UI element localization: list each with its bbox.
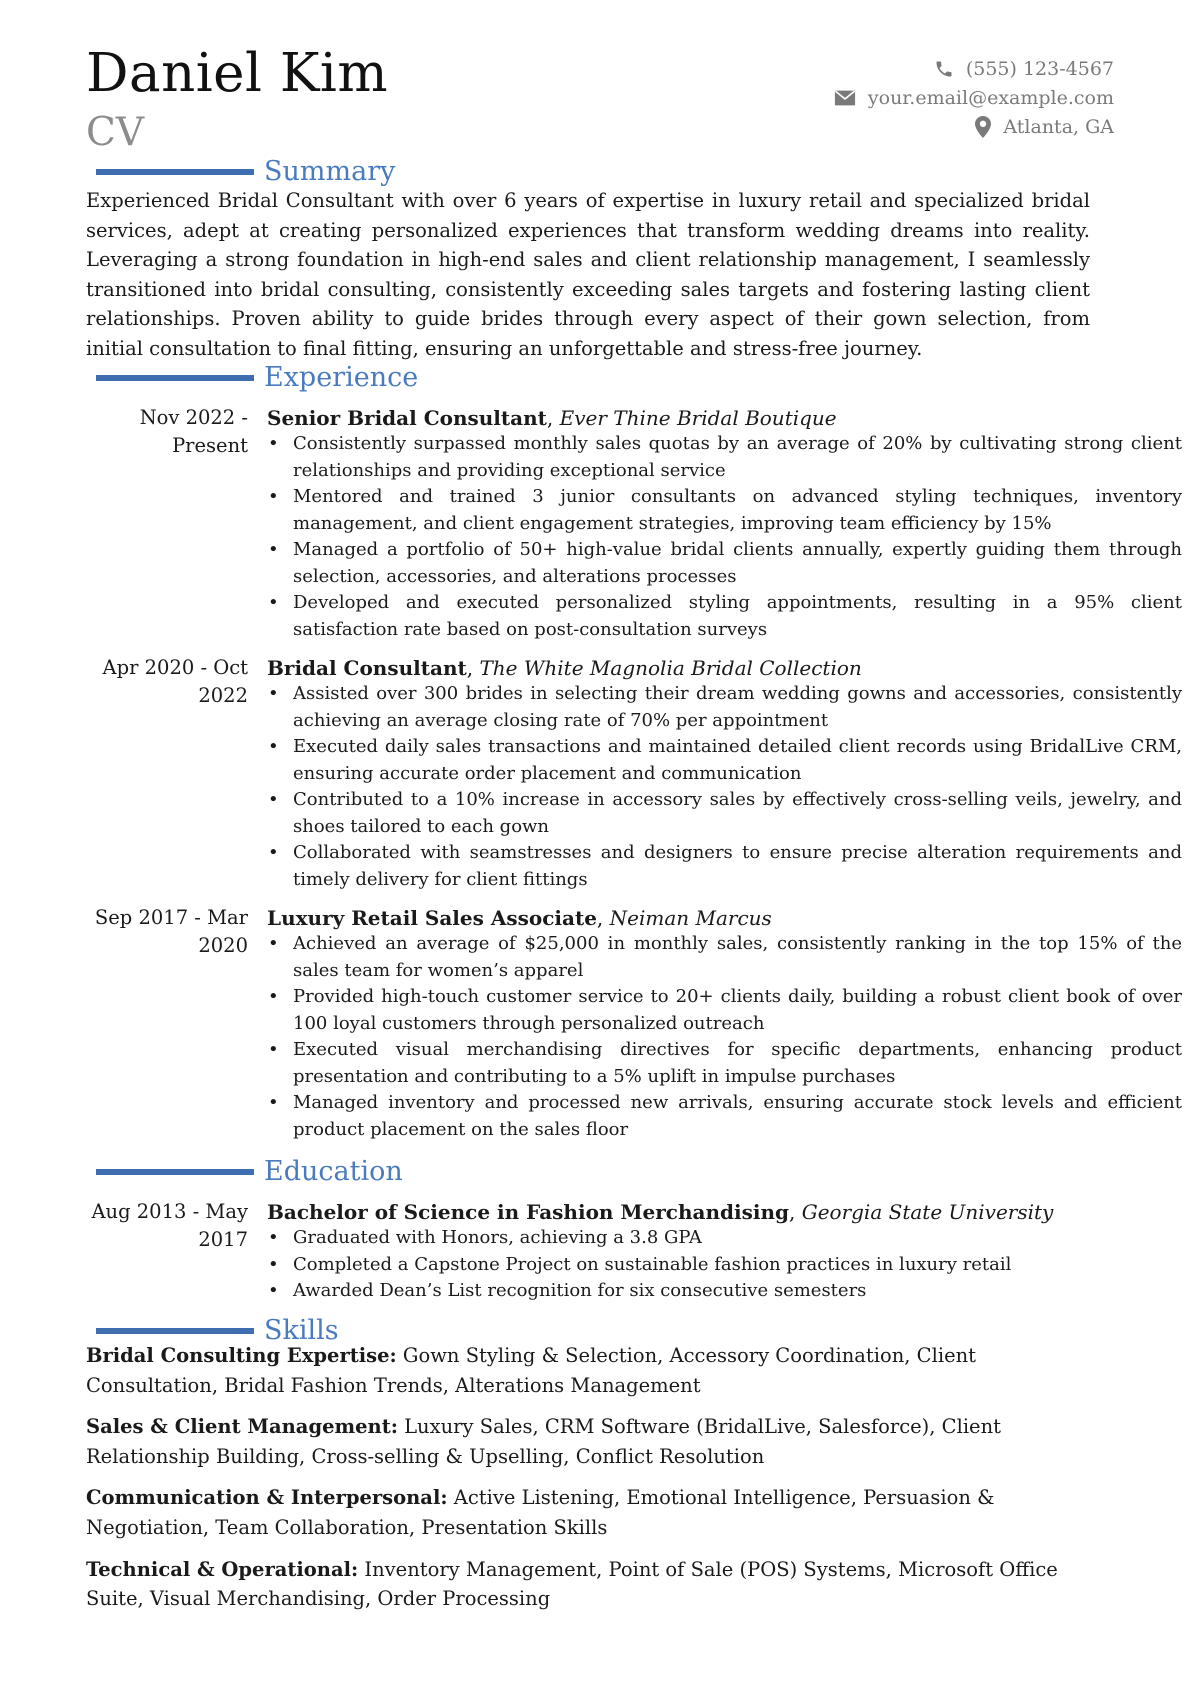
contact-email-row	[834, 83, 1114, 112]
bullet-item: • Collaborated with seamstresses and designers to ensure precise alteration requirements and timely delivery for client fittings	[267, 840, 1182, 893]
section-accent-bar	[96, 375, 254, 381]
skill-group	[86, 1412, 1096, 1471]
bullet-item: • Developed and executed personalized styling appointments, resulting in a 95% client satisfaction rate based on post-consultation surveys	[267, 590, 1182, 643]
section-title-skills: Skills	[264, 1315, 339, 1346]
bullet-item: • Executed visual merchandising directives for specific departments, enhancing product presentation and contributing to a 5% uplift in impulse purchases	[267, 1037, 1182, 1090]
bullet-item: • Achieved an average of $25,000 in monthly sales, consistently ranking in the top 15% of the sales team for women’s apparel	[267, 931, 1182, 984]
contact-phone-row	[834, 54, 1114, 83]
contact-email: your.email@example.com	[867, 86, 1114, 109]
contact-location-row	[834, 112, 1114, 141]
entry-date: Apr 2020 - Oct 2022	[102, 656, 248, 707]
summary-section-heading	[96, 155, 395, 189]
contact-phone: (555) 123-4567	[965, 57, 1114, 80]
entry-bullets	[267, 681, 1182, 893]
bullet-item: • Provided high-touch customer service to 20+ clients daily, building a robust client book of over 100 loyal customers through personalized outreach	[267, 984, 1182, 1037]
skill-group-items: Gown Styling & Selection, Accessory Coordination, Client Consultation, Bridal Fashion Trends, Alterations Management	[86, 1344, 977, 1397]
bullet-item: • Consistently surpassed monthly sales quotas by an average of 20% by cultivating strong client relationships and providing exceptional service	[267, 431, 1182, 484]
document-subtitle: CV	[86, 110, 145, 155]
bullet-item: • Assisted over 300 brides in selecting their dream wedding gowns and accessories, consistently achieving an average closing rate of 70% per appointment	[267, 681, 1182, 734]
entry-role: Senior Bridal Consultant, Ever Thine Bridal Boutique	[267, 406, 837, 430]
section-title-education: Education	[264, 1156, 403, 1187]
bullet-item: • Managed a portfolio of 50+ high-value bridal clients annually, expertly guiding them through selection, accessories, and alterations processes	[267, 537, 1182, 590]
section-title-experience: Experience	[264, 362, 419, 393]
candidate-name: Daniel Kim	[86, 43, 389, 104]
summary-paragraph: Experienced Bridal Consultant with over 6 years of expertise in luxury retail and specialized bridal services, adept at creating personalized experiences that transform wedding dreams into reality. Leveraging a strong foundation in high-end sales and client relationship management, I seamlessly transitioned into bridal consulting, consistently exceeding sales targets and fostering lasting client relationships. Proven ability to guide brides through every aspect of their gown selection, from initial consultation to final fitting, ensuring an unforgettable and stress-free journey.	[86, 189, 1090, 360]
entry-organization: Ever Thine Bridal Boutique	[559, 406, 837, 430]
section-accent-bar	[96, 169, 254, 175]
entry-date: Sep 2017 - Mar 2020	[94, 906, 248, 957]
contact-block	[834, 54, 1114, 141]
skill-group-label: Technical & Operational:	[86, 1557, 359, 1581]
skills-list	[86, 1341, 1096, 1626]
entry-title: Bridal Consultant	[267, 656, 467, 680]
bullet-item: • Contributed to a 10% increase in accessory sales by effectively cross-selling veils, jewelry, and shoes tailored to each gown	[267, 787, 1182, 840]
bullet-item: • Executed daily sales transactions and maintained detailed client records using BridalLive CRM, ensuring accurate order placement and communication	[267, 734, 1182, 787]
bullet-item: • Mentored and trained 3 junior consultants on advanced styling techniques, inventory management, and client engagement strategies, improving team efficiency by 15%	[267, 484, 1182, 537]
entry-date: Aug 2013 - May 2017	[91, 1200, 248, 1251]
education-section-heading	[96, 1155, 403, 1189]
experience-section-heading	[96, 361, 418, 395]
skill-group-label: Bridal Consulting Expertise:	[86, 1344, 397, 1367]
entry-role: Bachelor of Science in Fashion Merchandising, Georgia State University	[267, 1200, 1054, 1224]
skill-group-items: Inventory Management, Point of Sale (POS) Systems, Microsoft Office Suite, Visual Merchandising, Order Processing	[86, 1557, 1058, 1611]
bullet-item: • Managed inventory and processed new arrivals, ensuring accurate stock levels and efficient product placement on the sales floor	[267, 1090, 1182, 1143]
skill-group	[86, 1483, 1096, 1542]
section-accent-bar	[96, 1328, 254, 1334]
skill-group-label: Sales & Client Management:	[86, 1415, 398, 1439]
skill-group-label: Communication & Interpersonal:	[86, 1486, 448, 1510]
bullet-item: • Awarded Dean’s List recognition for six consecutive semesters	[267, 1278, 1182, 1305]
map-pin-icon	[975, 116, 991, 138]
entry-role: Luxury Retail Sales Associate, Neiman Marcus	[267, 906, 772, 930]
entry-title: Bachelor of Science in Fashion Merchandising	[267, 1200, 789, 1224]
contact-location: Atlanta, GA	[1003, 115, 1114, 138]
entry-title: Senior Bridal Consultant	[267, 406, 547, 430]
phone-icon	[934, 59, 954, 79]
skill-group-items: Luxury Sales, CRM Software (BridalLive, Salesforce), Client Relationship Building, Cross-selling & Upselling, Conflict Resolution	[86, 1415, 1001, 1468]
bullet-item: • Graduated with Honors, achieving a 3.8 GPA	[267, 1225, 1182, 1252]
entry-bullets	[267, 931, 1182, 1143]
skill-group	[86, 1341, 1096, 1400]
entry-organization: Georgia State University	[801, 1200, 1054, 1224]
section-accent-bar	[96, 1169, 254, 1175]
entry-organization: Neiman Marcus	[609, 906, 772, 930]
envelope-icon	[834, 89, 856, 107]
bullet-item: • Completed a Capstone Project on sustainable fashion practices in luxury retail	[267, 1252, 1182, 1279]
skill-group-items: Active Listening, Emotional Intelligence, Persuasion & Negotiation, Team Collaboration, Presentation Skills	[86, 1486, 995, 1539]
entry-bullets	[267, 1225, 1182, 1305]
entry-date: Nov 2022 - Present	[139, 406, 248, 457]
entry-role: Bridal Consultant, The White Magnolia Bridal Collection	[267, 656, 862, 680]
skill-group	[86, 1555, 1096, 1614]
entry-organization: The White Magnolia Bridal Collection	[479, 656, 862, 680]
section-title-summary: Summary	[264, 156, 396, 187]
entry-title: Luxury Retail Sales Associate	[267, 906, 597, 930]
entry-bullets	[267, 431, 1182, 643]
